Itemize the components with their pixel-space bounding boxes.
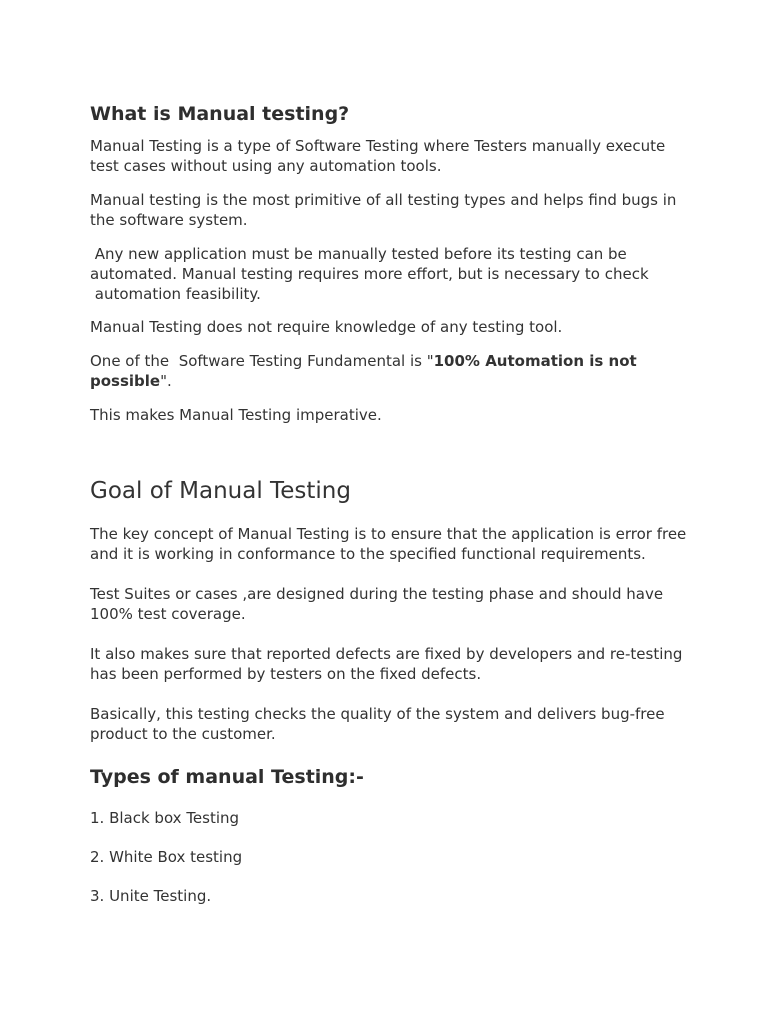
- list-item: 1. Black box Testing: [90, 809, 240, 827]
- paragraph-line: Manual testing is the most primitive of all testing types and helps find bugs in: [90, 191, 677, 209]
- paragraph-defects: [90, 644, 683, 684]
- paragraph-line: has been performed by testers on the fixed defects.: [90, 665, 482, 683]
- paragraph-line: the software system.: [90, 211, 248, 229]
- paragraph-definition: [90, 136, 680, 176]
- paragraph-line: product to the customer.: [90, 725, 276, 743]
- paragraph-line: 100% test coverage.: [90, 605, 246, 623]
- paragraph-test-suites: [90, 584, 680, 624]
- paragraph-no-knowledge: Manual Testing does not require knowledge of any testing tool.: [90, 318, 563, 336]
- paragraph-new-application: [90, 244, 680, 304]
- paragraph-line: automated. Manual testing requires more effort, but is necessary to check: [90, 265, 649, 283]
- paragraph-line: Manual Testing is a type of Software Testing where Testers manually execute: [90, 137, 666, 155]
- paragraph-key-concept: [90, 524, 687, 564]
- paragraph-line: automation feasibility.: [90, 285, 261, 303]
- paragraph-line: Basically, this testing checks the quality of the system and delivers bug-free: [90, 705, 665, 723]
- paragraph-line: The key concept of Manual Testing is to ensure that the application is error free: [90, 525, 687, 543]
- paragraph-line: It also makes sure that reported defects are fixed by developers and re-testing: [90, 645, 683, 663]
- paragraph-line: [90, 371, 680, 391]
- paragraph-line: test cases without using any automation tools.: [90, 157, 442, 175]
- paragraph-line: [90, 351, 680, 371]
- list-item: 2. White Box testing: [90, 848, 243, 866]
- heading-goal-of-manual-testing: Goal of Manual Testing: [90, 478, 351, 504]
- fundamental-bold-text: 100% Automation is not: [433, 352, 637, 370]
- paragraph-line: Test Suites or cases ,are designed during the testing phase and should have: [90, 585, 664, 603]
- paragraph-basically: [90, 704, 680, 744]
- paragraph-primitive: [90, 190, 680, 230]
- paragraph-line: Any new application must be manually tested before its testing can be: [90, 245, 627, 263]
- heading-what-is-manual-testing: What is Manual testing?: [90, 103, 350, 125]
- fundamental-bold-text: possible: [90, 372, 161, 390]
- paragraph-fundamental: [90, 351, 680, 391]
- fundamental-suffix: ".: [160, 372, 172, 390]
- paragraph-imperative: This makes Manual Testing imperative.: [90, 406, 382, 424]
- paragraph-line: and it is working in conformance to the specified functional requirements.: [90, 545, 646, 563]
- list-item: 3. Unite Testing.: [90, 887, 212, 905]
- fundamental-prefix: One of the Software Testing Fundamental is ": [90, 352, 434, 370]
- heading-types-of-manual-testing: Types of manual Testing:-: [90, 766, 364, 788]
